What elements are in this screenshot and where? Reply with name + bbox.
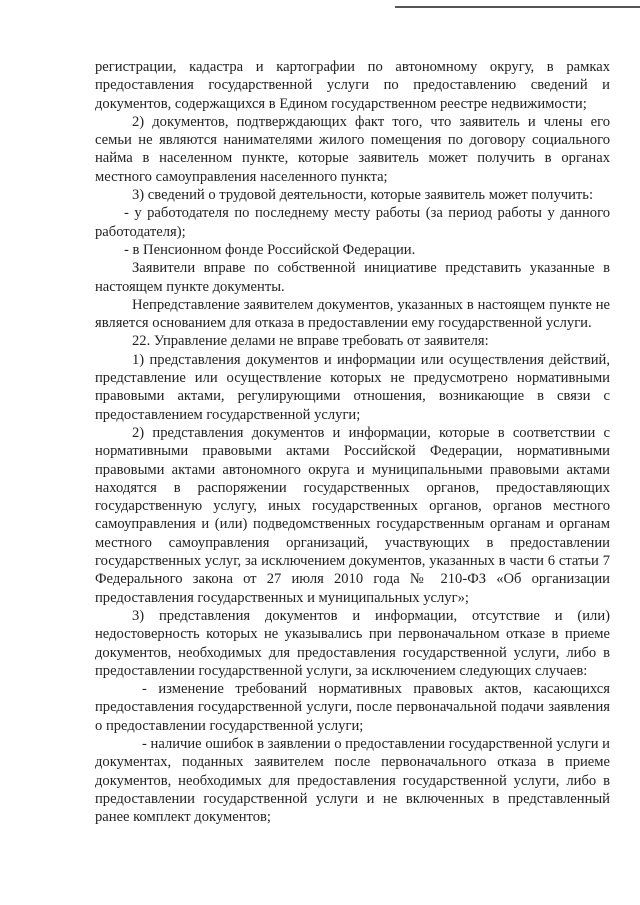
paragraph-7: Непредставление заявителем документов, указанных в настоящем пункте не является основанием для отказа в предоставлении ему государственной услуги.	[95, 296, 610, 332]
document-page	[95, 58, 610, 826]
paragraph-12: - изменение требований нормативных правовых актов, касающихся предоставления государственной услуги, после первоначальной подачи заявления о предоставлении государственной услуги;	[95, 681, 610, 734]
paragraph-8: 22. Управление делами не вправе требовать от заявителя:	[132, 333, 489, 350]
paragraph-9: 1) представления документов и информации или осуществления действий, представление или осуществление которых не предусмотрено нормативными правовыми актами, регулирующими отношения, возникающие в связи с предоставлением государственной услуги;	[95, 351, 610, 423]
paragraph-2: 2) документов, подтверждающих факт того, что заявитель и члены его семьи не являются нанимателями жилого помещения по договору социального найма в населенном пункте, которые заявитель может получить в органах местного самоуправления населенного пункта;	[95, 113, 610, 185]
paragraph-6: Заявители вправе по собственной инициативе представить указанные в настоящем пункте документы.	[95, 260, 610, 295]
paragraph-5: - в Пенсионном фонде Российской Федерации.	[124, 241, 416, 258]
paragraph-10: 2) представления документов и информации, которые в соответствии с нормативными правовыми актами Российской Федерации, нормативными правовыми актами автономного округа и муниципальными правовыми актами находятся в распоряжении государственных органов, предоставляющих государственную услугу, иных государственных органов, органов местного самоуправления и (или) подведомственных государственным органам и органам местного самоуправления организаций, участвующих в предоставлении государственных услуг, за исключением документов, указанных в части 6 статьи 7 Федерального закона от 27 июля 2010 года № 210-ФЗ «Об организации предоставления государственных и муниципальных услуг»;	[95, 424, 610, 606]
paragraph-1: регистрации, кадастра и картографии по автономному округу, в рамках предоставления государственной услуги по предоставлению сведений и документов, содержащихся в Едином государственном реестре недвижимости;	[95, 59, 610, 112]
paragraph-3: 3) сведений о трудовой деятельности, которые заявитель может получить:	[132, 187, 593, 204]
paragraph-11: 3) представления документов и информации, отсутствие и (или) недостоверность которых не указывались при первоначальном отказе в приеме документов, необходимых для предоставления государственной услуги, либо в предоставлении государственной услуги, за исключением следующих случаев:	[95, 607, 610, 679]
top-rule	[395, 6, 640, 8]
paragraph-4: - у работодателя по последнему месту работы (за период работы у данного работодателя);	[95, 205, 610, 240]
paragraph-13: - наличие ошибок в заявлении о предоставлении государственной услуги и документах, поданных заявителем после первоначального отказа в приеме документов, необходимых для предоставления государственной услуги, либо в предоставлении государственной услуги и не включенных в представленный ранее комплект документов;	[95, 735, 610, 826]
